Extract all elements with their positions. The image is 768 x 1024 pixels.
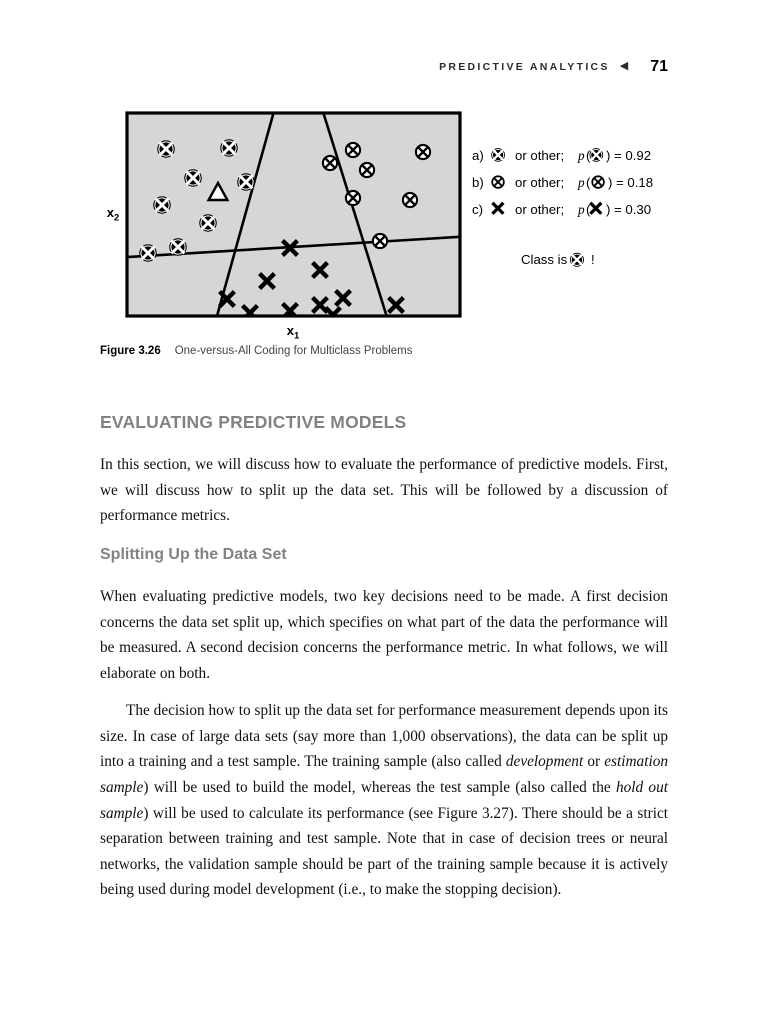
paragraph-split-decision	[100, 698, 668, 903]
legend-prob-symbol-a	[590, 149, 603, 162]
legend-prob-open-b: (	[586, 175, 591, 190]
triangle-left-icon: ◀	[619, 59, 629, 72]
term-hold-out-sample: hold out sample	[100, 779, 668, 822]
legend-text-b: or other;	[515, 175, 565, 190]
legend-text-c: or other;	[515, 202, 565, 217]
section-heading: EVALUATING PREDICTIVE MODELS	[100, 411, 407, 432]
subsection-heading: Splitting Up the Data Set	[100, 546, 287, 564]
legend-prob-symbol-c	[590, 203, 601, 214]
legend-symbol-filled-circle-x	[492, 149, 505, 162]
legend-prob-prefix-b: p	[578, 175, 585, 190]
figure-legend	[472, 148, 653, 267]
conclusion-text: Class is	[521, 252, 568, 267]
paragraph-intro: In this section, we will discuss how to evaluate the performance of predictive models. First, we will discuss how to split up the data set. This will be followed by a discussion of performance metrics.	[100, 456, 668, 525]
legend-key-a: a)	[472, 148, 484, 163]
figure-caption-text: One-versus-All Coding for Multiclass Problems	[174, 345, 413, 357]
para3-part-1: The decision how to split up the data set for performance measurement depends upon its size. In case of large data sets (say more than 1,000 observations), the data can be split up into a training and a test sample. The training sample (also called	[100, 702, 668, 771]
para3-part-4: ) will be used to calculate its performance (see Figure 3.27). There should be a strict separation between training and test sample. Note that in case of decision trees or neural networks, the validation sample should be part of the training sample because it is actively being used during model development (i.e., to make the stopping decision).	[100, 804, 668, 899]
legend-prob-prefix-c: p	[578, 202, 585, 217]
scatter-plot-svg	[100, 108, 668, 340]
figure-caption	[100, 345, 412, 357]
legend-prob-symbol-b	[592, 176, 604, 188]
term-development: development	[505, 753, 584, 771]
legend-text-a: or other;	[515, 148, 565, 163]
legend-key-b: b)	[472, 175, 484, 190]
axis-label-x: $x_1$	[286, 323, 300, 340]
legend-prob-prefix-a: p	[578, 148, 585, 163]
legend-prob-close-a: ) = 0.92	[606, 148, 652, 163]
axis-label-y: $x_2$	[106, 205, 120, 224]
figure-artwork	[100, 108, 668, 340]
legend-row-a	[472, 148, 651, 163]
legend-prob-close-b: ) = 0.18	[608, 175, 654, 190]
figure-3-26	[100, 108, 668, 340]
running-head	[439, 58, 668, 76]
term-estimation-sample: estimation sample	[100, 753, 668, 797]
legend-row-c	[472, 202, 651, 217]
para3-part-2: or	[583, 753, 605, 771]
paragraph-two-key-decisions: When evaluating predictive models, two key decisions need to be made. A first decision concerns the data set split up, which specifies on what part of the data the performance will be measured. A second decision concerns the performance metric. In what follows, we will elaborate on both.	[100, 588, 668, 683]
legend-symbol-bold-x	[492, 203, 503, 214]
legend-prob-open-c: (	[586, 202, 591, 217]
conclusion-punctuation: !	[591, 252, 595, 267]
plot-panel	[127, 113, 460, 316]
para3-part-3: ) will be used to build the model, whereas the test sample (also called the	[143, 779, 616, 797]
legend-prob-close-c: ) = 0.30	[606, 202, 652, 217]
legend-prob-open-a: (	[586, 148, 591, 163]
page-number: 71	[650, 58, 668, 75]
running-head-title: PREDICTIVE ANALYTICS	[439, 61, 610, 73]
legend-row-b	[472, 175, 653, 190]
conclusion-symbol-filled-circle-x	[570, 253, 583, 266]
legend-conclusion	[521, 252, 595, 267]
legend-key-c: c)	[472, 202, 483, 217]
legend-symbol-open-circle-x	[492, 176, 504, 188]
figure-caption-label: Figure 3.26	[100, 345, 161, 357]
